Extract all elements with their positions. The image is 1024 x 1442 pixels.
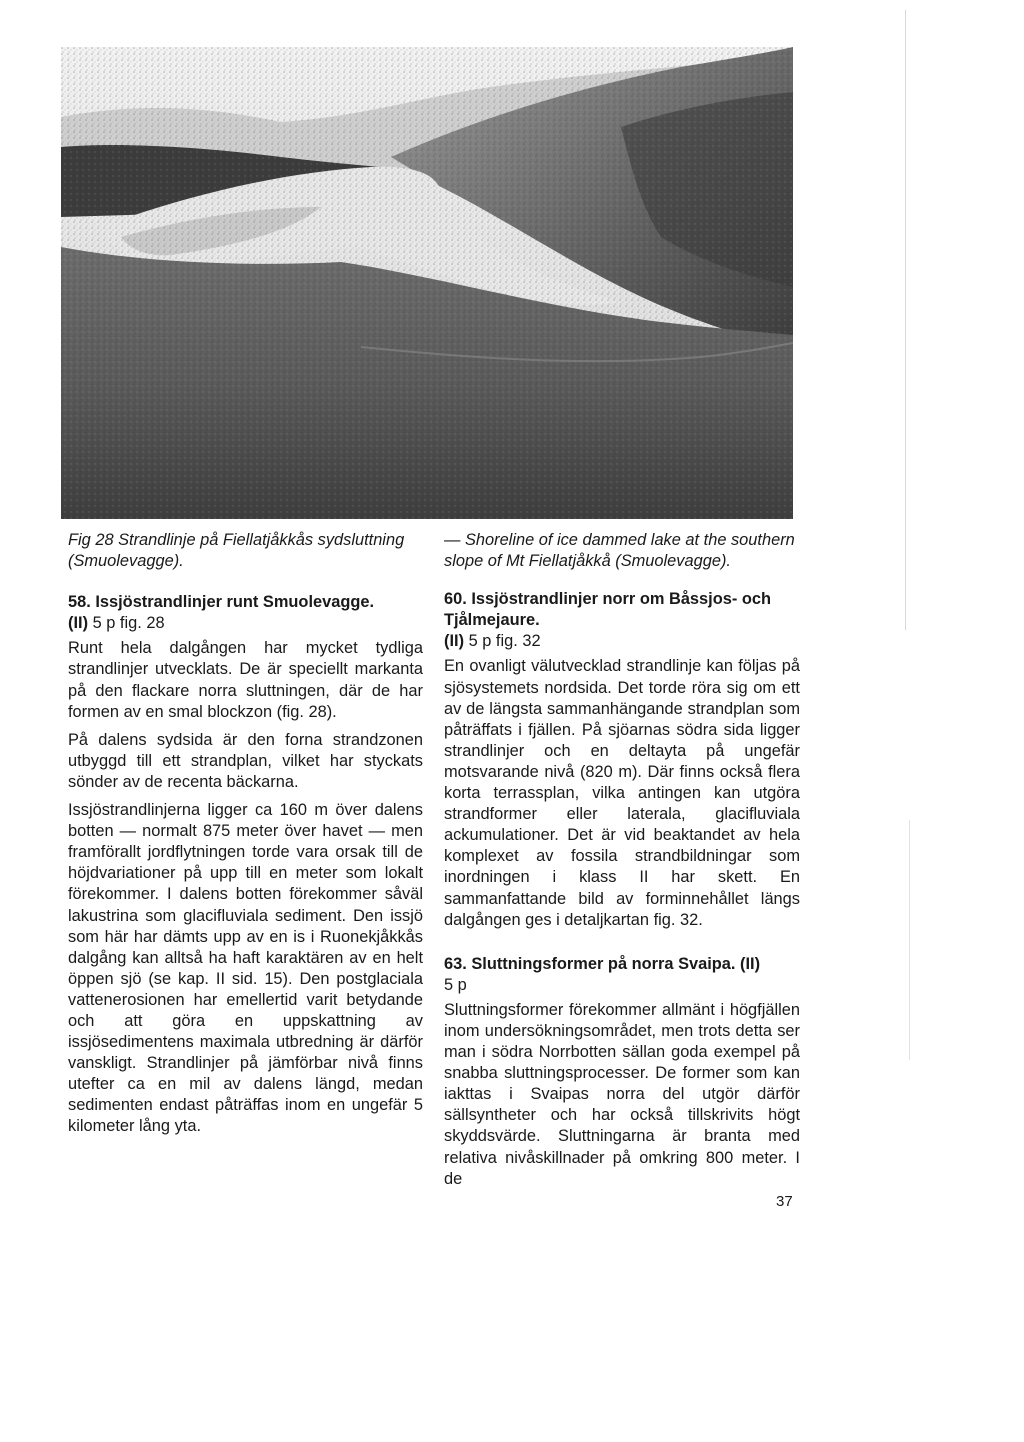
left-column — [68, 530, 423, 1145]
class-label: (II) — [735, 954, 761, 973]
section-58-ref — [68, 613, 423, 634]
paragraph: Runt hela dalgången har mycket tydliga strandlinjer utvecklats. De är speciellt markanta på den flackare norra sluttningen, där de har formen av en smal blockzon (fig. 28). — [68, 639, 423, 721]
paragraph: På dalens sydsida är den forna strandzonen utbyggd till ett strandplan, vilket har styckats sönder av de recenta bäckarna. — [68, 730, 423, 791]
section-60-title: 60. Issjöstrandlinjer norr om Båssjos- och Tjålmejaure. — [444, 590, 771, 630]
shoreline-photo-illustration — [61, 47, 793, 519]
section-60-ref-text: 5 p fig. 32 — [464, 632, 541, 651]
section-58-ref-text: 5 p fig. 28 — [88, 614, 165, 633]
paragraph: En ovanligt välutvecklad strandlinje kan följas på sjösystemets nordsida. Det torde röra sig om ett av de längsta sammanhängande strandplan som påträffats i fjällen. På sjöarnas södra sida ligger strandlinjer och en deltayta på ungefär motsvarande nivå (820 m). Där finns också flera korta terrassplan, vilka antingen kan utgöra strandformer eller laterala, glacifluviala ackumulationer. Det är vid beaktandet av hela komplexet av fossila strandbildningar som inordningen i klass II har skett. En sammanfattande bild av forminnehållet längs dalgången ges i detaljkartan fig. 32. — [444, 657, 800, 929]
class-label: (II) — [68, 614, 89, 633]
figure-caption-swedish: Fig 28 Strandlinje på Fiellatjåkkås sydsluttning (Smuolevagge). — [68, 531, 405, 571]
section-60-ref — [444, 631, 800, 652]
paragraph: Sluttningsformer förekommer allmänt i högfjällen inom undersökningsområdet, men trots detta ser man i södra Norrbotten sällan goda exempel på snabba sluttningsprocesser. De former som kan iakttas i Svaipas norra del utgör därför sällsyntheter och har också tillskrivits högt skyddsvärde. Sluttningarna är branta med relativa nivåskillnader på omkring 800 meter. I de — [444, 1000, 800, 1188]
figure-caption-english: — Shoreline of ice dammed lake at the southern slope of Mt Fiellatjåkkå (Smuolevagge). — [444, 531, 795, 571]
paragraph: Issjöstrandlinjerna ligger ca 160 m över dalens botten — normalt 875 meter över havet — men framförallt jordflytningen torde vara orsak till de höjdvariationer på upp till en meter som lokalt förekommer. I dalens botten förekommer såväl lakustrina som glacifluviala sediment. Den issjö som här har dämts upp av en is i Ruonekjåkkås dalgång kan alltså ha haft karaktären av en helt öppen sjö (se kap. II sid. 15). Den postglaciala vattenerosionen har emellertid varit betydande och att göra en uppskattning av issjösedimentens maximala utbredning är därför vanskligt. Strandlinjer på jämförbar nivå finns utefter ca en mil av dalens längd, medan sedimenten endast påträffas inom en ungefär 5 kilometer lång yta. — [68, 801, 423, 1136]
section-spacer — [444, 938, 800, 954]
section-58-title: 58. Issjöstrandlinjer runt Smuolevagge. — [68, 593, 375, 612]
right-column — [444, 530, 800, 1197]
section-63-title-text: 63. Sluttningsformer på norra Svaipa. — [444, 954, 736, 973]
section-63-ref: 5 p — [444, 975, 467, 994]
landscape-photo — [61, 47, 793, 519]
class-label: (II) — [444, 632, 465, 651]
scan-edge-line — [905, 10, 906, 630]
section-63-title — [444, 954, 800, 975]
scan-edge-line — [909, 820, 910, 1060]
page-number: 37 — [776, 1193, 793, 1210]
